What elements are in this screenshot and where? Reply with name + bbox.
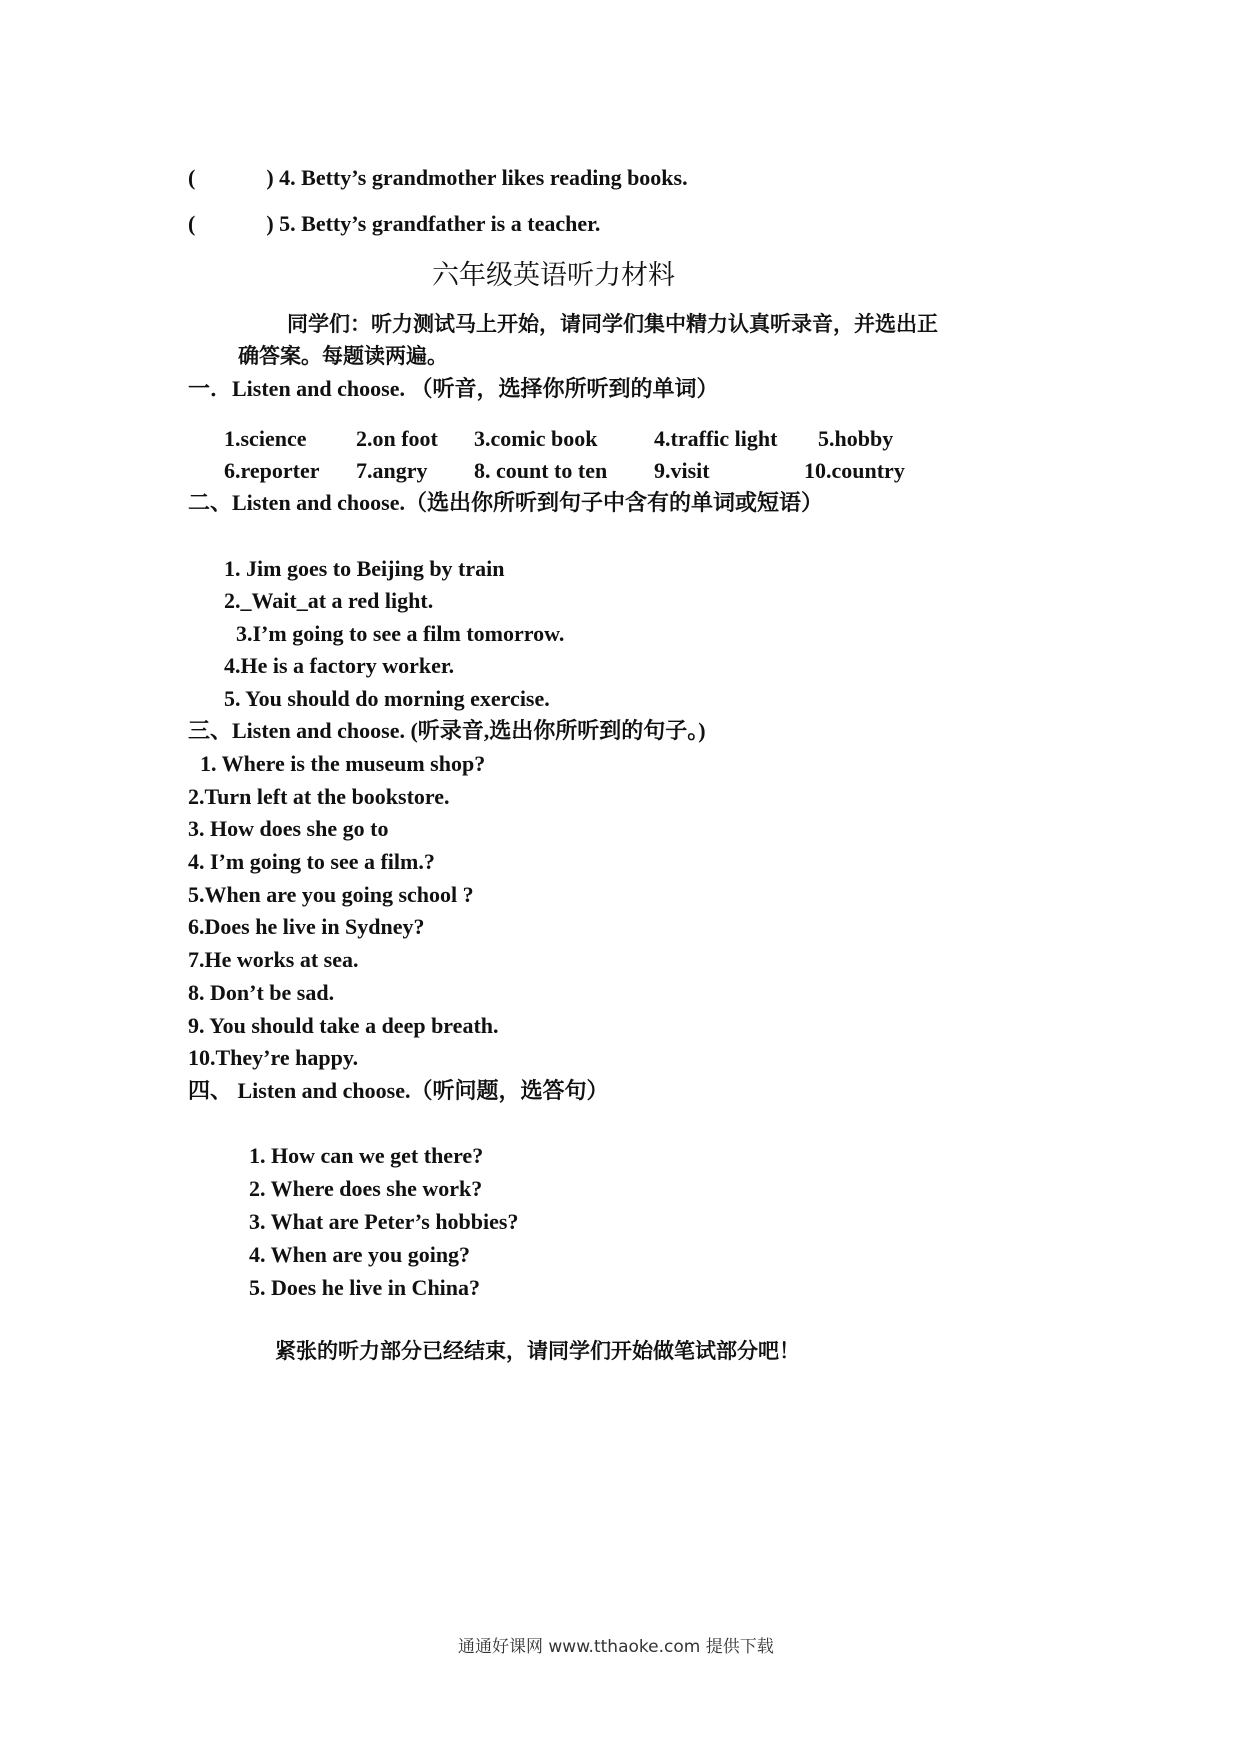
page-title: 六年级英语听力材料 [432,260,675,291]
list-item: 8. Don’t be sad. [188,980,335,1005]
list-item: 9. You should take a deep breath. [188,1013,499,1038]
word-option: 10.country [804,458,905,483]
section-1-heading: 一．Listen and choose. （听音，选择你所听到的单词） [188,376,719,401]
list-item: 3.I’m going to see a film tomorrow. [236,621,565,646]
word-option: 2.on foot [356,426,438,451]
answer-paren-open: ( [188,165,196,190]
answer-paren-open: ( [188,211,196,236]
list-item: 1. Jim goes to Beijing by train [224,556,505,581]
list-item: 5. Does he live in China? [249,1275,481,1300]
answer-paren-close: ) [266,211,274,236]
list-item: 2.Turn left at the bookstore. [188,784,450,809]
list-item: 1. Where is the museum shop? [200,751,486,776]
section-2-heading: 二、Listen and choose.（选出你所听到句子中含有的单词或短语） [188,490,823,515]
list-item: 6.Does he live in Sydney? [188,914,425,939]
section-3-heading: 三、Listen and choose. (听录音,选出你所听到的句子。) [188,718,706,743]
question-text: 5. Betty’s grandfather is a teacher. [279,211,601,236]
word-option: 4.traffic light [654,426,778,451]
list-item: 5. You should do morning exercise. [224,686,550,711]
question-4 [188,164,688,192]
word-option: 1.science [224,426,307,451]
list-item: 7.He works at sea. [188,947,359,972]
list-item: 4.He is a factory worker. [224,653,455,678]
list-item: 1. How can we get there? [249,1143,484,1168]
list-item: 4. When are you going? [249,1242,471,1267]
closing-text: 紧张的听力部分已经结束，请同学们开始做笔试部分吧！ [275,1339,800,1363]
section-4-heading: 四、 Listen and choose.（听问题，选答句） [188,1078,609,1103]
word-option: 8. count to ten [474,458,608,483]
list-item: 2._Wait_at a red light. [224,588,434,613]
word-option: 9.visit [654,458,710,483]
list-item: 10.They’re happy. [188,1045,359,1070]
word-option: 5.hobby [818,426,894,451]
list-item: 4. I’m going to see a film.? [188,849,435,874]
question-5 [188,210,600,238]
word-option: 3.comic book [474,426,598,451]
intro-line-2: 确答案。每题读两遍。 [238,344,448,368]
word-option: 6.reporter [224,458,320,483]
list-item: 2. Where does she work? [249,1176,483,1201]
list-item: 3. What are Peter’s hobbies? [249,1209,519,1234]
list-item: 3. How does she go to [188,816,389,841]
list-item: 5.When are you going school ? [188,882,474,907]
answer-paren-close: ) [266,165,274,190]
footer-text: 通通好课网 www.tthaoke.com 提供下载 [458,1637,774,1657]
intro-line-1: 同学们：听力测试马上开始，请同学们集中精力认真听录音，并选出正 [287,312,938,336]
word-option: 7.angry [356,458,428,483]
question-text: 4. Betty’s grandmother likes reading books. [279,165,688,190]
